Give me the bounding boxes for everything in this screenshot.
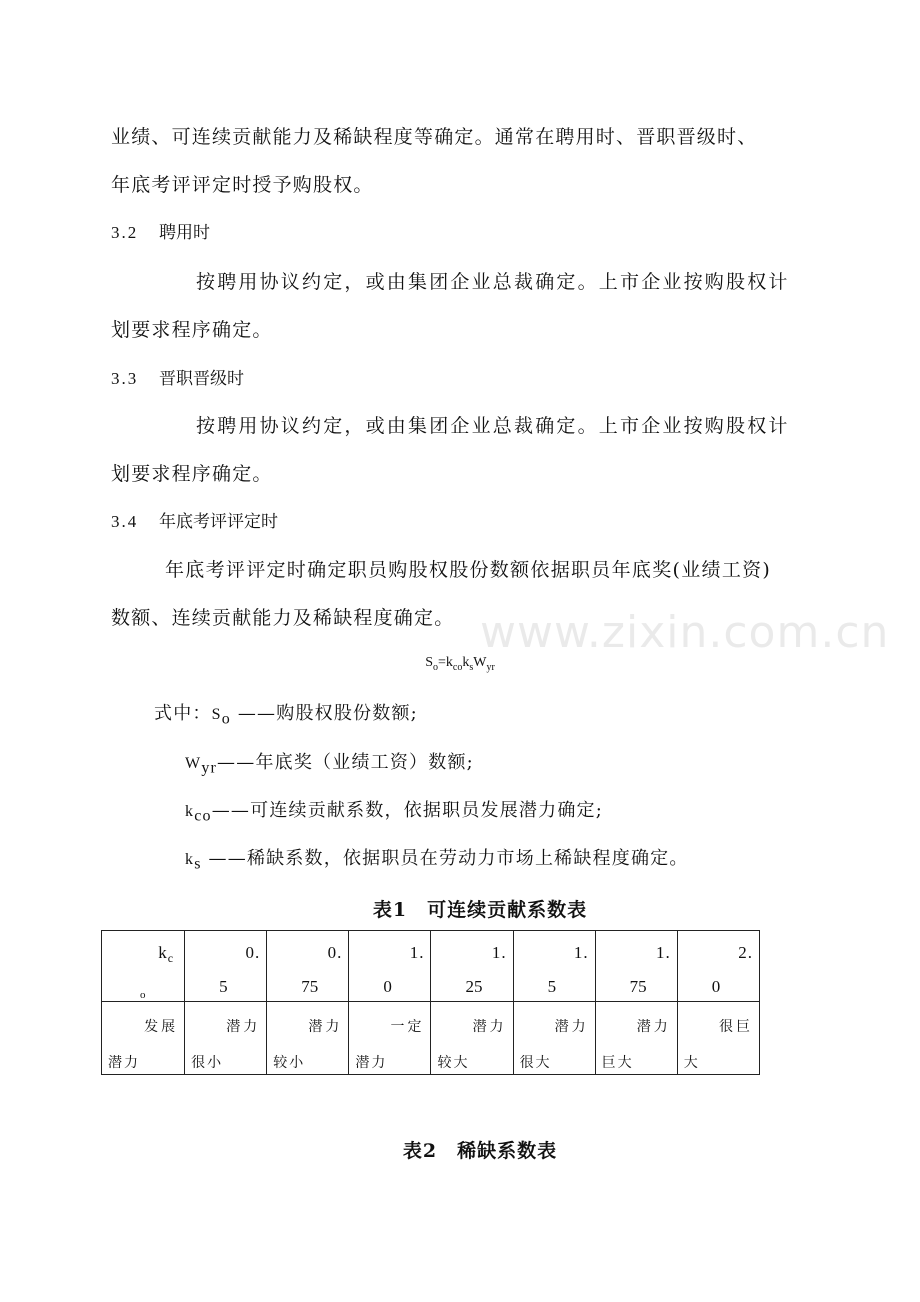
table-cell	[513, 931, 595, 1002]
formula-w-yr-sub: yr	[486, 661, 495, 673]
desc-top: 潜力	[554, 1019, 589, 1035]
section-title: 年底考评评定时	[159, 512, 278, 532]
value-top: 0.	[327, 943, 343, 962]
value-top: 1.	[656, 943, 671, 962]
value-top: 1.	[491, 943, 507, 962]
formula-equals: =	[437, 655, 446, 670]
definition-var: k	[185, 851, 195, 868]
value-bottom: 75	[301, 977, 319, 996]
table-header-cell	[102, 931, 185, 1002]
desc-top: 潜力	[308, 1019, 343, 1035]
paragraph-2-line-2: 划要求程序确定。	[111, 319, 273, 341]
formula-w-yr: W	[473, 655, 487, 670]
value-top: 2.	[738, 943, 753, 962]
desc-top: 一定	[390, 1019, 425, 1035]
definition-var: W	[185, 755, 202, 772]
formula-s-sub: o	[432, 661, 438, 673]
header-sub-o: o	[140, 989, 146, 1001]
value-top: 0.	[245, 943, 261, 962]
definition-sub: co	[194, 807, 212, 825]
definition-var: k	[185, 803, 195, 820]
label-top: 发展	[144, 1019, 179, 1035]
table-cell	[595, 931, 677, 1002]
desc-bottom: 大	[683, 1055, 700, 1071]
definition-sub: yr	[201, 759, 218, 777]
table-2-caption: 表2 稀缺系数表	[402, 1140, 558, 1162]
table-cell	[431, 1002, 513, 1075]
desc-bottom: 潜力	[355, 1055, 388, 1071]
formula-k-s: k	[462, 655, 470, 670]
formula-k-s-sub: s	[469, 661, 474, 673]
value-bottom: 5	[547, 977, 557, 996]
value-bottom: 0	[711, 977, 721, 996]
section-number: 3.2	[111, 223, 139, 242]
definition-text: ——年底奖（业绩工资）数额;	[217, 752, 474, 773]
table-cell	[677, 1002, 759, 1075]
paragraph-3-line-1: 按聘用协议约定，或由集团企业总裁确定。上市企业按购股权计	[196, 415, 790, 437]
definition-text: ——稀缺系数，依据职员在劳动力市场上稀缺程度确定。	[201, 848, 689, 869]
value-bottom: 75	[629, 977, 647, 996]
desc-bottom: 巨大	[601, 1055, 634, 1071]
value-top: 1.	[409, 943, 425, 962]
table-cell	[595, 1002, 677, 1075]
table-cell	[349, 931, 431, 1002]
watermark: www.zixin.com.cn	[480, 607, 890, 658]
section-title: 晋职晋级时	[159, 369, 244, 389]
table-cell	[431, 931, 513, 1002]
paragraph-1-line-1: 业绩、可连续贡献能力及稀缺程度等确定。通常在聘用时、晋职晋级时、	[111, 126, 758, 148]
value-bottom: 0	[383, 977, 392, 996]
section-heading-3-3	[111, 367, 244, 391]
definition-ks	[185, 847, 689, 877]
definition-s	[154, 702, 418, 732]
section-heading-3-2	[111, 221, 210, 245]
paragraph-4-line-2: 数额、连续贡献能力及稀缺程度确定。	[111, 607, 455, 629]
definition-text: ——购股权股份数额;	[230, 703, 418, 724]
definition-w	[185, 751, 474, 781]
value-top: 1.	[573, 943, 589, 962]
desc-top: 潜力	[472, 1019, 507, 1035]
table-cell	[349, 1002, 431, 1075]
definition-kco	[185, 799, 603, 829]
desc-bottom: 很小	[191, 1055, 224, 1071]
table-cell	[513, 1002, 595, 1075]
table-cell	[267, 1002, 349, 1075]
paragraph-4-line-1: 年底考评评定时确定职员购股权股份数额依据职员年底奖(业绩工资)	[165, 559, 772, 581]
desc-bottom: 较大	[437, 1055, 470, 1071]
table-1	[101, 930, 760, 1075]
value-bottom: 5	[219, 977, 228, 996]
section-title: 聘用时	[159, 223, 210, 243]
table-row	[102, 1002, 760, 1075]
label-bottom: 潜力	[108, 1055, 140, 1071]
definition-prefix: 式中：	[154, 703, 212, 724]
table-cell	[677, 931, 759, 1002]
formula-k-co-sub: co	[452, 661, 463, 673]
table-cell	[185, 1002, 267, 1075]
desc-top: 很巨	[719, 1019, 753, 1035]
desc-top: 潜力	[226, 1019, 261, 1035]
table-cell	[267, 931, 349, 1002]
formula-s: S	[425, 655, 433, 670]
section-heading-3-4	[111, 510, 278, 534]
formula-k-co: k	[445, 655, 453, 670]
paragraph-3-line-2: 划要求程序确定。	[111, 463, 273, 485]
section-number: 3.4	[111, 512, 139, 531]
definition-text: ——可连续贡献系数，依据职员发展潜力确定;	[211, 800, 603, 821]
desc-bottom: 较小	[273, 1055, 306, 1071]
table-cell	[185, 931, 267, 1002]
desc-bottom: 很大	[519, 1055, 552, 1071]
definition-var: S	[211, 706, 222, 723]
value-bottom: 25	[465, 977, 483, 996]
definition-sub: s	[194, 855, 202, 873]
header-k: k	[158, 943, 168, 962]
section-number: 3.3	[111, 369, 139, 388]
formula	[0, 655, 920, 673]
table-1-caption: 表1 可连续贡献系数表	[372, 899, 588, 921]
desc-top: 潜力	[636, 1019, 671, 1035]
paragraph-2-line-1: 按聘用协议约定，或由集团企业总裁确定。上市企业按购股权计	[196, 271, 790, 293]
header-sub-c: c	[167, 951, 175, 965]
table-row	[102, 931, 760, 1002]
paragraph-1-line-2: 年底考评评定时授予购股权。	[111, 174, 374, 196]
table-header-cell	[102, 1002, 185, 1075]
definition-sub: o	[221, 710, 231, 728]
